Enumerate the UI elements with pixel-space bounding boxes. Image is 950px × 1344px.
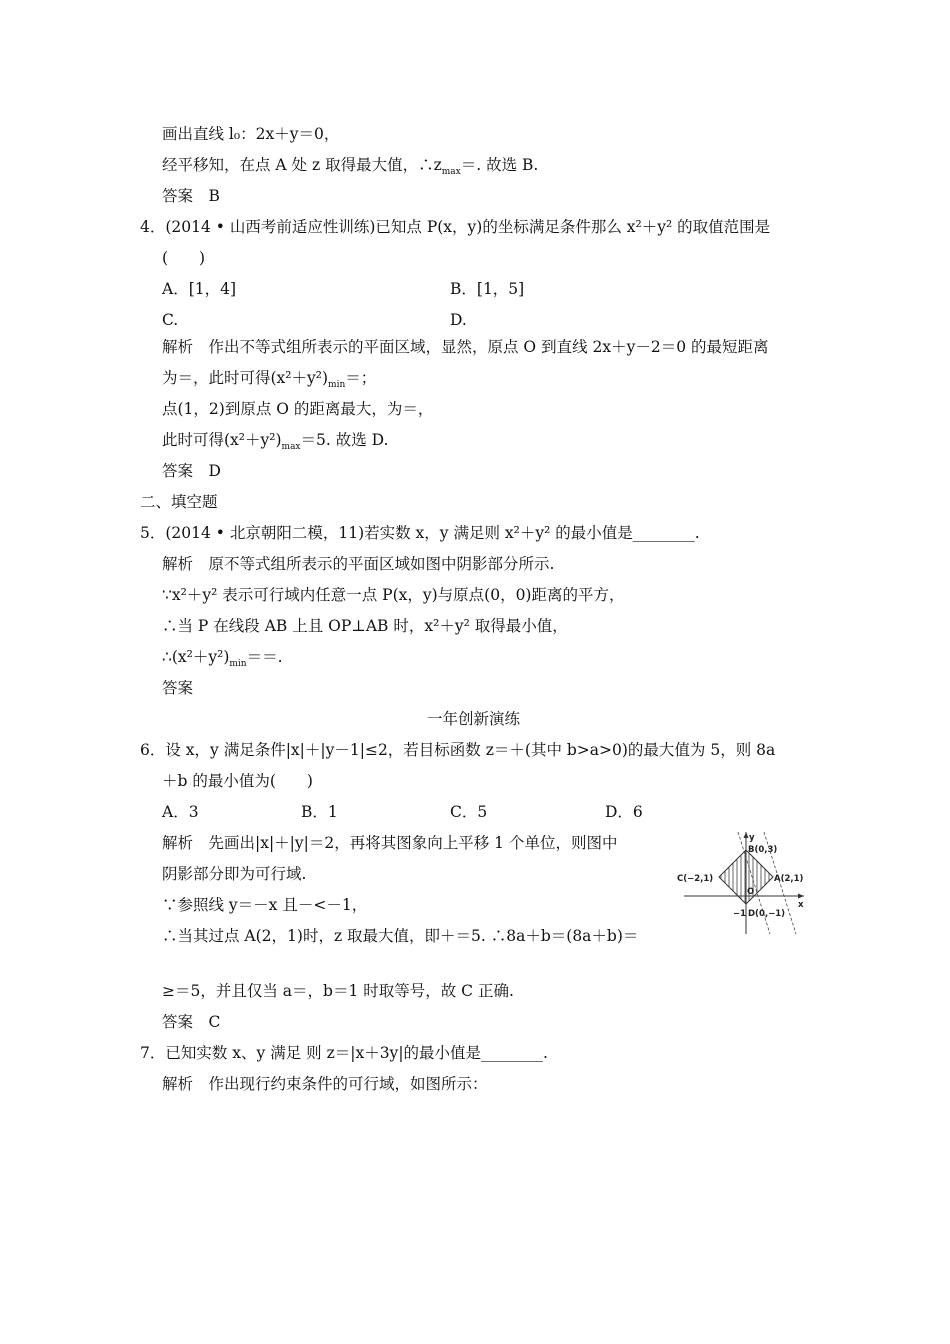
label-point-b: B(0,3) (748, 845, 778, 855)
analysis-4-line1: 解析 作出不等式组所表示的平面区域，显然，原点 O 到直线 2x＋y－2＝0 的最短距离 (162, 338, 769, 356)
answer-5: 答案 (162, 679, 194, 697)
section-fill-blank: 二、填空题 (140, 493, 218, 511)
label-neg-one: −1 (733, 909, 747, 919)
label-point-c: C(−2,1) (677, 874, 714, 884)
analysis-6-line5: ≥＝5，并且仅当 a＝，b＝1 时取等号，故 C 正确. (162, 982, 514, 1000)
analysis-4-line3: 点(1，2)到原点 O 的距离最大，为＝， (162, 400, 434, 418)
answer-4: 答案 D (162, 462, 221, 480)
x-axis-label: x (798, 900, 804, 910)
option-6c: C．5 (450, 803, 488, 821)
y-axis-label: y (749, 833, 755, 843)
question-5: 5．(2014 • 北京朝阳二模，11)若实数 x，y 满足则 x²＋y² 的最小值是________. (140, 524, 700, 542)
option-6b: B．1 (301, 803, 338, 821)
label-origin: O (747, 887, 755, 897)
line-translate: 经平移知，在点 A 处 z 取得最大值，$\therefore z_{max}=$. 故选 B. (162, 156, 539, 178)
feasible-region-figure (676, 828, 811, 936)
analysis-5-line3: ∴当 P 在线段 AB 上且 OP⊥AB 时，x²＋y² 取得最小值， (162, 617, 568, 635)
option-6d: D．6 (605, 803, 643, 821)
question-7: 7．已知实数 x、y 满足 则 z＝|x＋3y|的最小值是________. (140, 1044, 548, 1062)
analysis-6-line4: ∴当其过点 A(2，1)时，z 取最大值，即＋＝5. ∴8a＋b＝(8a＋b)＝ (162, 927, 639, 945)
answer-6: 答案 C (162, 1013, 221, 1031)
analysis-6-line1: 解析 先画出|x|＋|y|＝2，再将其图象向上平移 1 个单位，则图中 (162, 834, 618, 852)
analysis-5-line4: $\therefore(x^2+y^2)_{min}==$. (162, 648, 283, 670)
analysis-5-line2: ∵x²＋y² 表示可行域内任意一点 P(x，y)与原点(0，0)距离的平方， (162, 586, 625, 604)
analysis-6-line3: ∵参照线 y＝－x 且－<－1， (162, 896, 368, 914)
question-6: 6．设 x，y 满足条件|x|＋|y－1|≤2，若目标函数 z＝＋(其中 b>a>0)的最大值为 5，则 8a (140, 741, 776, 759)
x-axis-arrow-icon (798, 894, 804, 899)
analysis-4-line4: 此时可得$(x^2+y^2)_{max}=5$. 故选 D. (162, 431, 389, 453)
analysis-7-line1: 解析 作出现行约束条件的可行域，如图所示： (162, 1075, 488, 1093)
analysis-5-line1: 解析 原不等式组所表示的平面区域如图中阴影部分所示. (162, 555, 555, 573)
section-innovation: 一年创新演练 (427, 710, 521, 728)
analysis-6-line2: 阴影部分即为可行域. (162, 865, 307, 883)
feasible-region-svg (676, 828, 811, 936)
option-4d: D. (450, 311, 467, 329)
option-6a: A．3 (162, 803, 199, 821)
answer-3: 答案 B (162, 187, 220, 205)
analysis-4-line2: 为＝，此时可得$(x^2+y^2)_{min}=$； (162, 369, 377, 391)
line-draw-l0: 画出直线 l₀：2x＋y＝0， (162, 125, 340, 143)
question-6-line2: ＋b 的最小值为( ) (162, 772, 313, 790)
question-4-paren: ( ) (162, 249, 206, 267)
option-4c: C. (162, 311, 179, 329)
y-axis-arrow-icon (744, 832, 749, 838)
option-4b: B．[1，5] (450, 280, 525, 298)
option-4a: A．[1，4] (162, 280, 237, 298)
question-4: 4．(2014 • 山西考前适应性训练)已知点 P(x，y)的坐标满足条件那么 x²＋y² 的取值范围是 (140, 218, 771, 236)
label-point-d: D(0,−1) (748, 909, 786, 919)
label-point-a: A(2,1) (774, 874, 804, 884)
